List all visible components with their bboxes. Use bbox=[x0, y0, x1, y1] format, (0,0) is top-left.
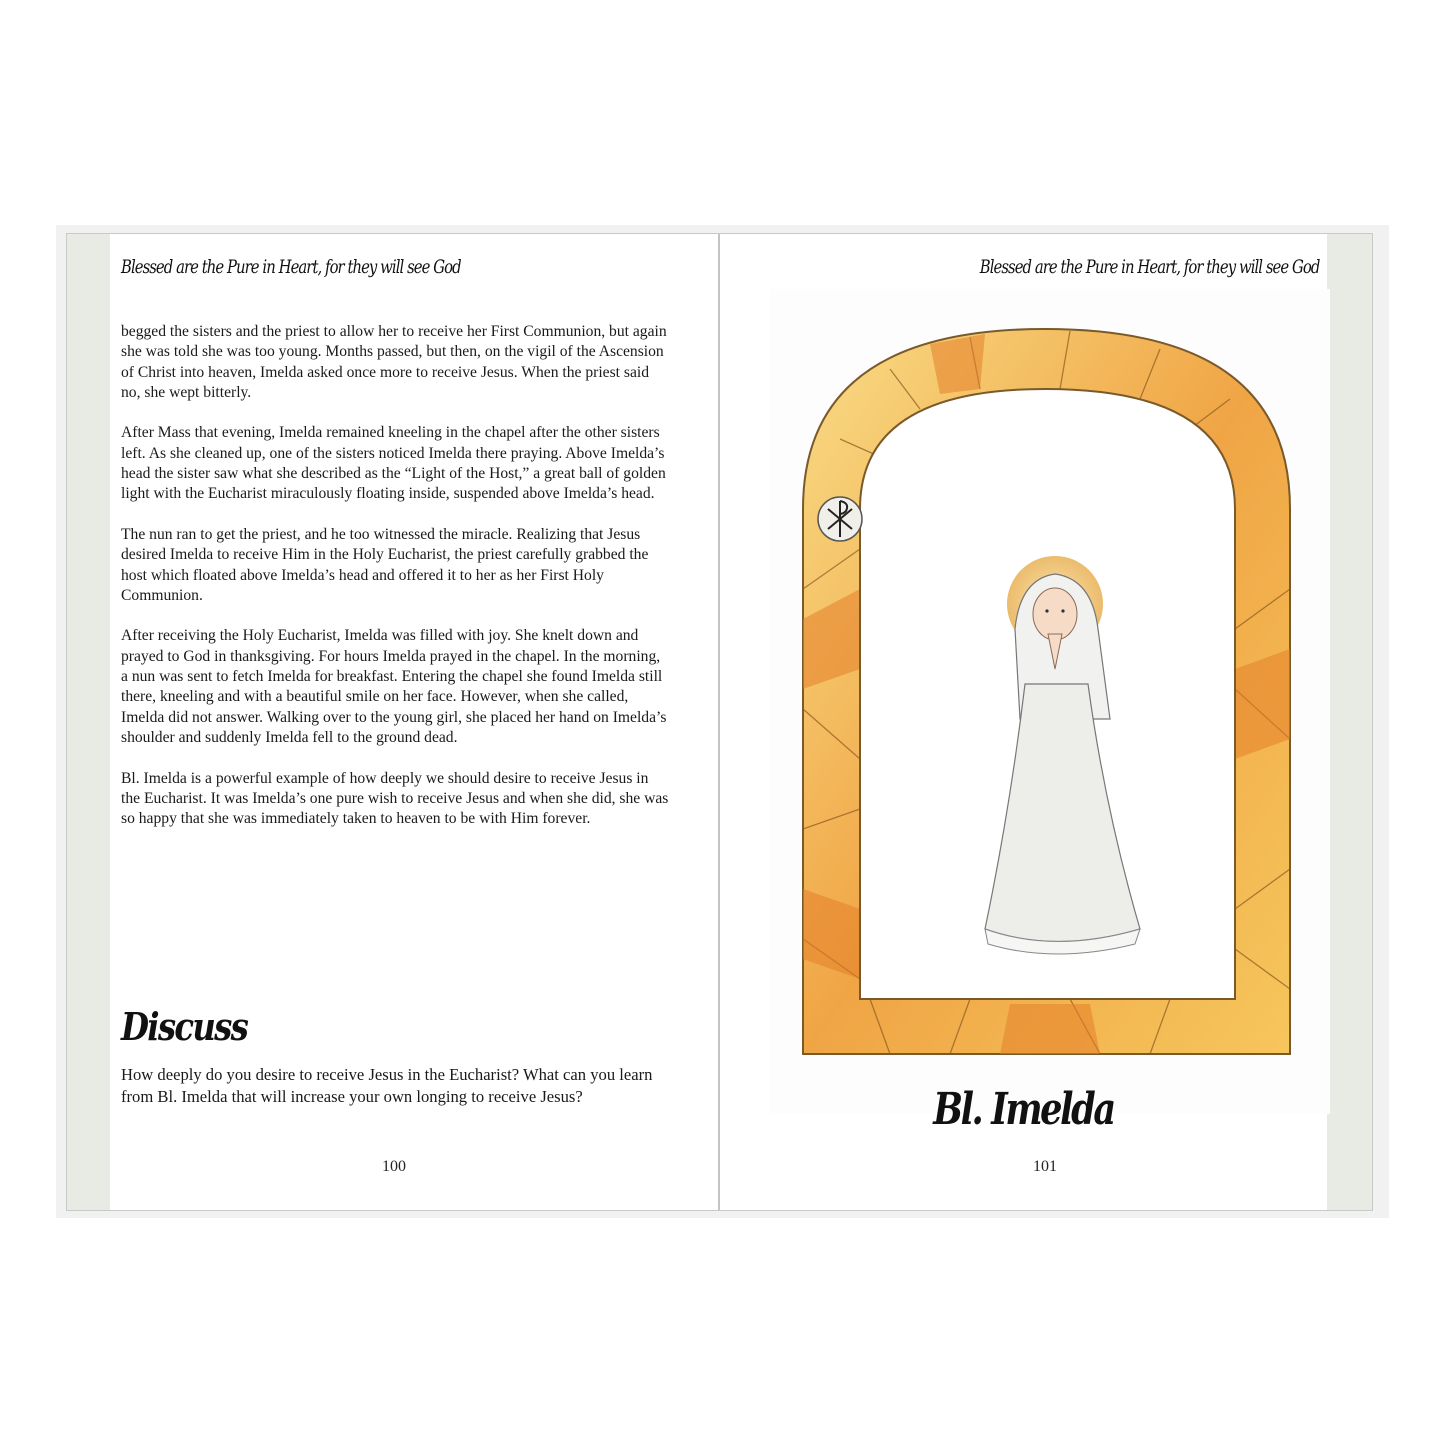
paragraph: begged the sisters and the priest to allow her to receive her First Communion, but again she was told she was too young. Months passed, but then, on the vigil of the Ascension of Christ into heaven, Imelda asked once more to receive Jesus. When the priest said no, she wept bitterly. bbox=[121, 323, 667, 401]
stained-glass-arch-illustration bbox=[770, 289, 1330, 1114]
story-text bbox=[121, 322, 669, 850]
page-number: 101 bbox=[1033, 1158, 1057, 1175]
page-header: Blessed are the Pure in Heart, for they will see God bbox=[121, 256, 461, 278]
paragraph: The nun ran to get the priest, and he too witnessed the miracle. Realizing that Jesus desired Imelda to receive Him in the Holy Eucharist, the priest carefully grabbed the host which floated above Imelda’s head and offered it to her as her First Holy Communion. bbox=[121, 525, 649, 604]
right-page bbox=[720, 234, 1327, 1210]
page-header: Blessed are the Pure in Heart, for they will see God bbox=[979, 256, 1319, 278]
saint-name-title: Bl. Imelda bbox=[933, 1084, 1114, 1135]
paragraph: After receiving the Holy Eucharist, Imelda was filled with joy. She knelt down and prayed to God in thanksgiving. For hours Imelda prayed in the chapel. In the morning, a nun was sent to fetch Imelda for breakfast. Entering the chapel she found Imelda still there, kneeling and with a beautiful smile on her face. However, when she called, Imelda did not answer. Walking over to the young girl, she placed her hand on Imelda’s shoulder and suddenly Imelda fell to the ground dead. bbox=[121, 627, 667, 746]
left-page bbox=[110, 234, 718, 1210]
paragraph: Bl. Imelda is a powerful example of how deeply we should desire to receive Jesus in the Eucharist. It was Imelda’s one pure wish to receive Jesus and when she did, she was so happy that she was immediately taken to heaven to be with Him forever. bbox=[121, 769, 669, 828]
illustration bbox=[770, 289, 1330, 1114]
page-number: 100 bbox=[382, 1158, 406, 1175]
chi-rho-icon bbox=[818, 497, 862, 541]
paragraph: After Mass that evening, Imelda remained kneeling in the chapel after the other sisters left. As she cleaned up, one of the sisters noticed Imelda there praying. Above Imelda’s head the sister saw what she described as the “Light of the Host,” a great ball of golden light with the Eucharist miraculously floating inside, suspended above Imelda’s head. bbox=[121, 424, 666, 503]
discuss-heading: Discuss bbox=[121, 1004, 248, 1049]
discuss-question: How deeply do you desire to receive Jesus in the Eucharist? What can you learn from Bl. Imelda that will increase your own longing to receive Jesus? bbox=[121, 1065, 653, 1106]
